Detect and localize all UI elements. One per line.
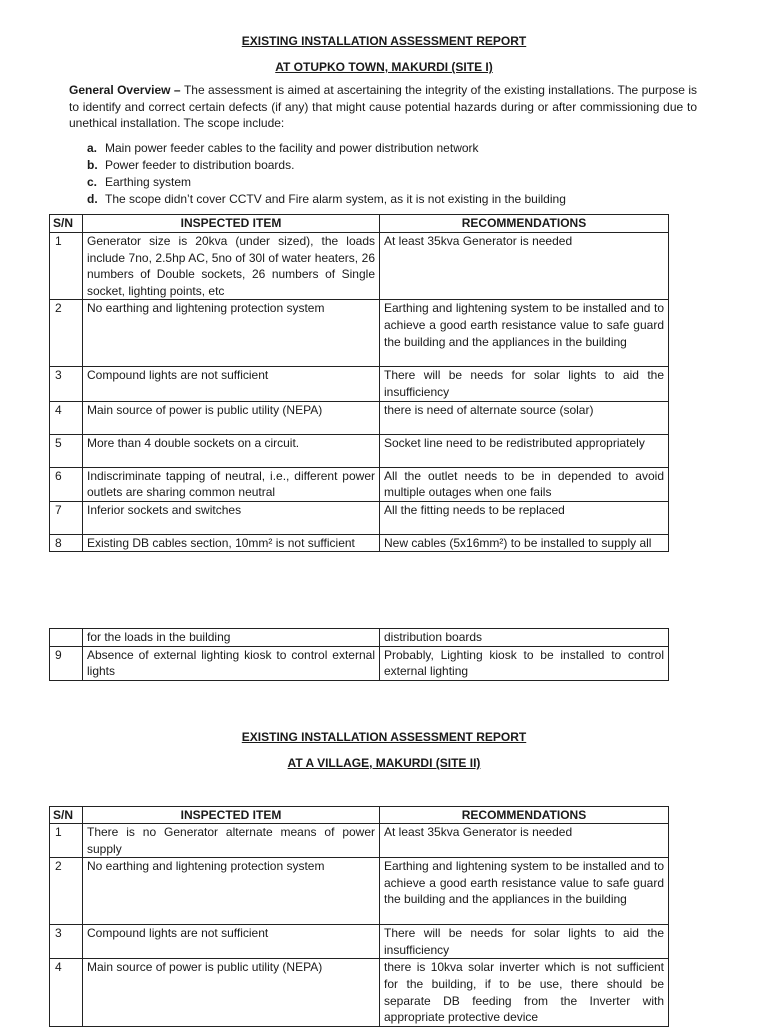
row-inspected-item: No earthing and lightening protection system — [83, 300, 380, 367]
table-row — [50, 629, 669, 647]
report-title: EXISTING INSTALLATION ASSESSMENT REPORT — [241, 730, 527, 744]
table-row — [50, 959, 669, 1026]
table-row — [50, 925, 669, 959]
scope-text: Earthing system — [105, 175, 192, 189]
row-recommendation: There will be needs for solar lights to aid the insufficiency — [380, 925, 669, 959]
row-recommendation: Earthing and lightening system to be installed and to achieve a good earth resistance value to safe guard the building and the appliances in the building — [380, 858, 669, 925]
table-row — [50, 300, 669, 367]
row-inspected-item: Inferior sockets and switches — [83, 501, 380, 534]
row-sn: 1 — [50, 824, 83, 858]
row-recommendation: Socket line need to be redistributed appropriately — [380, 434, 669, 467]
scope-marker: b. — [87, 158, 98, 172]
row-recommendation: New cables (5x16mm²) to be installed to supply all — [380, 534, 669, 552]
table-row — [50, 534, 669, 552]
table-row — [50, 401, 669, 434]
scope-list — [87, 140, 566, 208]
row-recommendation: All the outlet needs to be in depended to avoid multiple outages when one fails — [380, 467, 669, 501]
row-inspected-item: Main source of power is public utility (NEPA) — [83, 959, 380, 1026]
row-recommendation: Probably, Lighting kiosk to be installed to control external lighting — [380, 646, 669, 680]
row-inspected-item: Absence of external lighting kiosk to control external lights — [83, 646, 380, 680]
header-recommendations: RECOMMENDATIONS — [380, 215, 669, 233]
row-inspected-item: for the loads in the building — [83, 629, 380, 647]
table-row — [50, 434, 669, 467]
row-inspected-item: No earthing and lightening protection system — [83, 858, 380, 925]
row-recommendation: there is need of alternate source (solar) — [380, 401, 669, 434]
table-row — [50, 824, 669, 858]
row-recommendation: All the fitting needs to be replaced — [380, 501, 669, 534]
site-title: AT A VILLAGE, MAKURDI (SITE II) — [287, 756, 481, 770]
header-recommendations: RECOMMENDATIONS — [380, 807, 669, 824]
scope-item — [87, 140, 566, 157]
row-sn: 1 — [50, 233, 83, 300]
general-overview — [69, 82, 697, 132]
table-row — [50, 501, 669, 534]
scope-marker: a. — [87, 141, 98, 155]
scope-item — [87, 157, 566, 174]
row-sn: 5 — [50, 434, 83, 467]
row-sn: 2 — [50, 858, 83, 925]
row-sn: 6 — [50, 467, 83, 501]
row-inspected-item: Compound lights are not sufficient — [83, 367, 380, 401]
scope-text: Main power feeder cables to the facility and power distribution network — [105, 141, 479, 155]
row-sn: 4 — [50, 401, 83, 434]
site1-assessment-table-continued — [49, 628, 669, 681]
table-row — [50, 367, 669, 401]
scope-marker: d. — [87, 192, 98, 206]
report-title: EXISTING INSTALLATION ASSESSMENT REPORT — [241, 34, 527, 48]
site1-assessment-table — [49, 214, 669, 552]
row-recommendation: Earthing and lightening system to be installed and to achieve a good earth resistance value to safe guard the building and the appliances in the building — [380, 300, 669, 367]
scope-text: The scope didn’t cover CCTV and Fire alarm system, as it is not existing in the building — [105, 192, 566, 206]
row-sn — [50, 629, 83, 647]
table-row — [50, 646, 669, 680]
scope-item — [87, 191, 566, 208]
row-sn: 8 — [50, 534, 83, 552]
scope-marker: c. — [87, 175, 98, 189]
row-sn: 3 — [50, 925, 83, 959]
row-recommendation: There will be needs for solar lights to aid the insufficiency — [380, 367, 669, 401]
row-recommendation: At least 35kva Generator is needed — [380, 233, 669, 300]
row-inspected-item: Existing DB cables section, 10mm² is not sufficient — [83, 534, 380, 552]
row-inspected-item: There is no Generator alternate means of power supply — [83, 824, 380, 858]
header-inspected-item: INSPECTED ITEM — [83, 215, 380, 233]
row-inspected-item: Generator size is 20kva (under sized), the loads include 7no, 2.5hp AC, 5no of 30l of water heaters, 26 numbers of Double sockets, 26 numbers of Single socket, lighting points, etc — [83, 233, 380, 300]
site-title: AT OTUPKO TOWN, MAKURDI (SITE I) — [275, 60, 493, 74]
row-sn: 9 — [50, 646, 83, 680]
row-recommendation: distribution boards — [380, 629, 669, 647]
row-inspected-item: Compound lights are not sufficient — [83, 925, 380, 959]
table-row — [50, 467, 669, 501]
row-recommendation: there is 10kva solar inverter which is not sufficient for the building, if to be use, there should be separate DB feeding from the Inverter with appropriate protective device — [380, 959, 669, 1026]
overview-text: The assessment is aimed at ascertaining the integrity of the existing installations. The purpose is to identify and correct certain defects (if any) that might cause potential hazards during or after commissioning due to unethical installation. The scope include: — [69, 83, 698, 130]
row-sn: 7 — [50, 501, 83, 534]
table-header-row — [50, 215, 669, 233]
scope-item — [87, 174, 566, 191]
overview-dash: – — [170, 83, 184, 97]
row-sn: 4 — [50, 959, 83, 1026]
row-sn: 3 — [50, 367, 83, 401]
header-inspected-item: INSPECTED ITEM — [83, 807, 380, 824]
row-inspected-item: Indiscriminate tapping of neutral, i.e., different power outlets are sharing common neutral — [83, 467, 380, 501]
row-sn: 2 — [50, 300, 83, 367]
overview-label: General Overview — [69, 83, 171, 97]
table-row — [50, 233, 669, 300]
scope-text: Power feeder to distribution boards. — [105, 158, 295, 172]
row-inspected-item: Main source of power is public utility (NEPA) — [83, 401, 380, 434]
row-recommendation: At least 35kva Generator is needed — [380, 824, 669, 858]
header-sn: S/N — [50, 215, 83, 233]
table-header-row — [50, 807, 669, 824]
site2-assessment-table — [49, 806, 669, 1027]
row-inspected-item: More than 4 double sockets on a circuit. — [83, 434, 380, 467]
header-sn: S/N — [50, 807, 83, 824]
table-row — [50, 858, 669, 925]
